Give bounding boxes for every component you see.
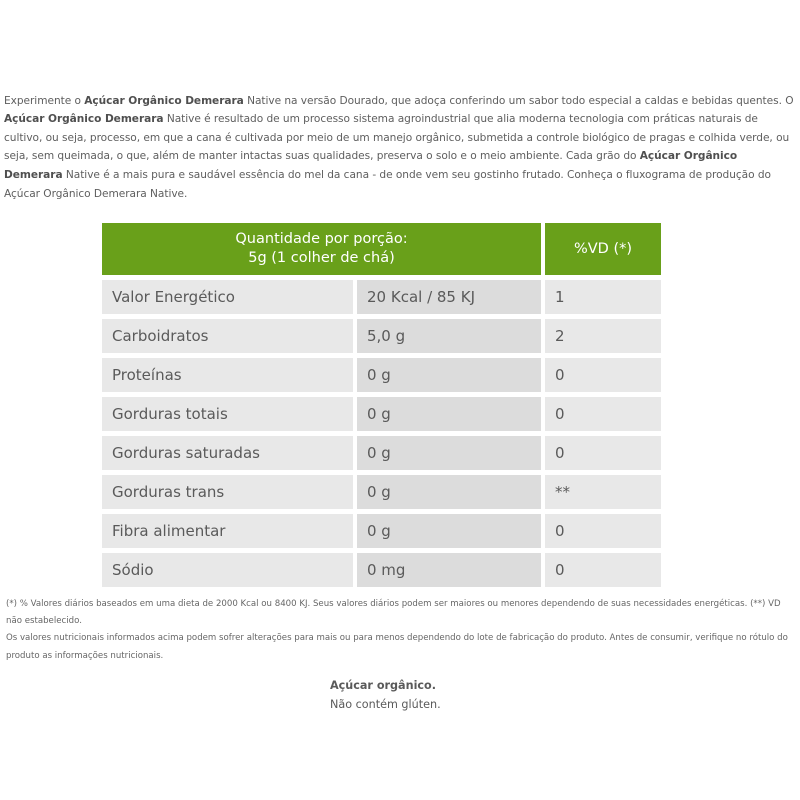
nutrition-footnote <box>6 596 794 665</box>
table-row <box>102 553 661 587</box>
nutrient-daily-value: 0 <box>545 514 661 548</box>
nutrient-amount: 0 g <box>357 514 541 548</box>
nutrient-name: Gorduras saturadas <box>102 436 353 470</box>
nutrient-amount: 0 mg <box>357 553 541 587</box>
nutrient-name: Carboidratos <box>102 319 353 353</box>
header-daily-value: %VD (*) <box>545 223 661 275</box>
header-serving-line1: Quantidade por porção: <box>235 231 408 247</box>
nutrient-daily-value: 0 <box>545 358 661 392</box>
claim-gluten-free: Não contém glúten. <box>330 698 441 711</box>
intro-text-4: Native é a mais pura e saudável essência do mel da cana - de onde vem seu gostinho frutado. Conheça o fluxograma de produção do Açúcar Orgânico Demerara Native. <box>4 168 771 200</box>
nutrient-amount: 0 g <box>357 358 541 392</box>
nutrient-amount: 0 g <box>357 436 541 470</box>
nutrition-table <box>98 218 665 592</box>
table-row <box>102 319 661 353</box>
intro-bold-2: Açúcar Orgânico Demerara <box>4 113 164 126</box>
nutrient-daily-value: 0 <box>545 553 661 587</box>
nutrient-amount: 20 Kcal / 85 KJ <box>357 280 541 314</box>
nutrient-daily-value: 0 <box>545 436 661 470</box>
product-description <box>4 92 796 204</box>
table-row <box>102 280 661 314</box>
nutrient-amount: 5,0 g <box>357 319 541 353</box>
nutrient-name: Proteínas <box>102 358 353 392</box>
nutrient-name: Gorduras trans <box>102 475 353 509</box>
header-serving-size <box>102 223 541 275</box>
nutrition-header-row <box>102 223 661 275</box>
product-claims <box>330 676 441 714</box>
table-row <box>102 397 661 431</box>
nutrient-daily-value: 2 <box>545 319 661 353</box>
intro-text-3: Native é resultado de um processo sistema agroindustrial que alia moderna tecnologia com práticas naturais de cultivo, ou seja, processo, em que a cana é cultivada por meio de um manejo orgânico, submetida a controle biológico de pragas e colhida verde, ou seja, sem queimada, o que, além de manter intactas suas qualidades, preserva o solo e o meio ambiente. Cada grão do <box>4 113 790 163</box>
table-row <box>102 475 661 509</box>
nutrient-daily-value: ** <box>545 475 661 509</box>
table-row <box>102 436 661 470</box>
nutrient-daily-value: 1 <box>545 280 661 314</box>
nutrient-daily-value: 0 <box>545 397 661 431</box>
intro-bold-1: Açúcar Orgânico Demerara <box>84 94 244 107</box>
intro-bold-3: Açúcar Orgânico Demerara <box>4 150 738 181</box>
nutrient-amount: 0 g <box>357 397 541 431</box>
nutrient-name: Sódio <box>102 553 353 587</box>
claim-organic: Açúcar orgânico. <box>330 679 436 692</box>
table-row <box>102 358 661 392</box>
nutrient-name: Fibra alimentar <box>102 514 353 548</box>
footnote-daily-values: (*) % Valores diários baseados em uma dieta de 2000 Kcal ou 8400 KJ. Seus valores diários podem ser maiores ou menores dependendo de suas necessidades energéticas. (**) VD não estabelecido. <box>6 599 781 627</box>
footnote-variation-notice: Os valores nutricionais informados acima podem sofrer alterações para mais ou para menos dependendo do lote de fabricação do produto. Antes de consumir, verifique no rótulo do produto as informações nutricionais. <box>6 633 788 661</box>
nutrient-name: Valor Energético <box>102 280 353 314</box>
header-serving-line2: 5g (1 colher de chá) <box>248 250 395 266</box>
nutrient-name: Gorduras totais <box>102 397 353 431</box>
nutrient-amount: 0 g <box>357 475 541 509</box>
table-row <box>102 514 661 548</box>
intro-text-2: Native na versão Dourado, que adoça conferindo um sabor todo especial a caldas e bebidas quentes. O <box>243 94 794 107</box>
intro-text-1: Experimente o <box>4 94 85 107</box>
